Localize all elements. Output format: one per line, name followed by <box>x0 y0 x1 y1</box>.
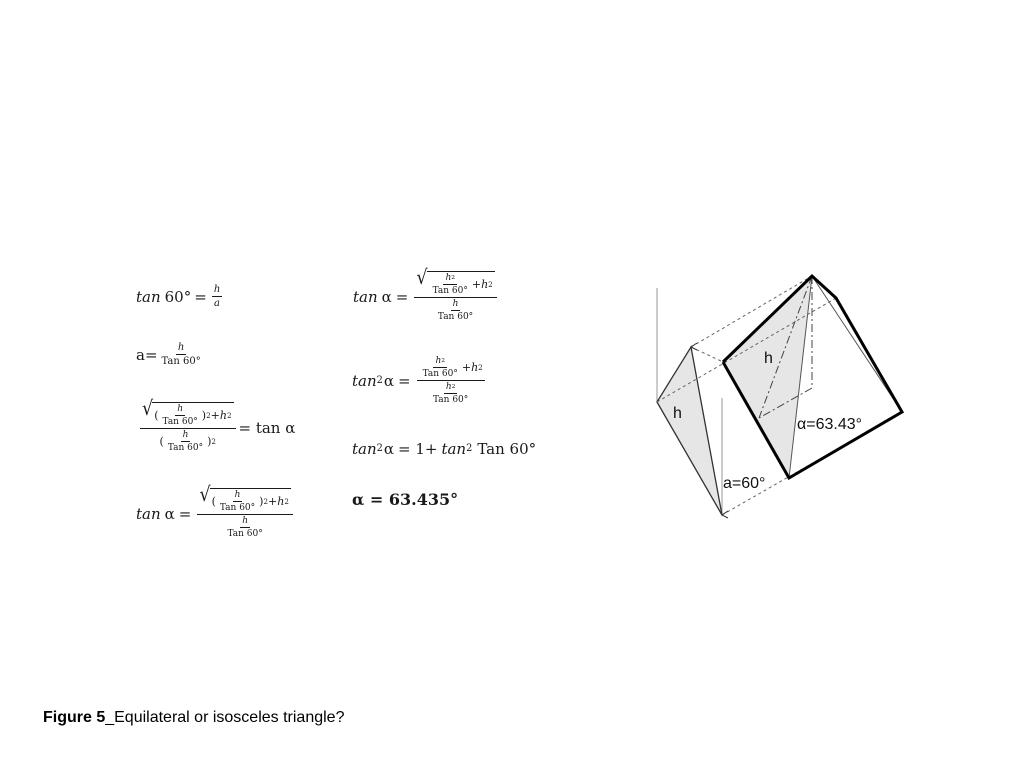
fraction-h-over-a: $\frac{h}{a}$ <box>213 284 221 309</box>
caption-figure-number: Figure 5 <box>43 709 106 726</box>
label-a: a=60° <box>723 475 766 492</box>
tan-fn: tan <box>136 287 161 306</box>
a-equals: a= <box>136 345 158 364</box>
equals: = <box>194 287 207 306</box>
left-triangle <box>657 347 722 515</box>
fraction-sqrt-over-square: √ ( $\frac{h}{\text{Tan 60°}}$ ) 2 + h 2 ( $\frac{h}{\text{Tan 60°}}$ ) 2 <box>140 402 236 453</box>
triangle-geometry-diagram <box>640 260 920 530</box>
equation-tan-alpha-definition <box>138 397 296 453</box>
tan-arg: 60° <box>164 287 192 306</box>
equation-tan60 <box>136 284 224 309</box>
fraction-sqrt-over-h-tan60: √ ( $\frac{h}{\text{Tan 60°}}$ ) 2 + h 2 $\frac{h}{\text{Tan 60°}}$ <box>197 488 293 539</box>
figure-caption <box>43 709 344 727</box>
equals-tan-alpha: = tan α <box>238 418 296 437</box>
equation-tan-alpha-simplified: tan α = √ h 2 Tan 60° + h 2 $\frac{h}{\text{Tan 60°}}$ <box>353 271 499 322</box>
equation-a <box>136 342 205 367</box>
label-h-left: h <box>673 405 682 422</box>
fraction-h-over-tan60: $\frac{h}{\text{Tan 60°}}$ <box>161 342 201 367</box>
label-h-right: h <box>764 350 773 367</box>
tick-bottom <box>722 511 728 518</box>
equation-tan-squared-identity: tan 2 α = 1+ tan 2 Tan 60° <box>352 440 537 458</box>
right-shaded-triangle <box>723 276 812 478</box>
square-root: √ ( $\frac{h}{\text{Tan 60°}}$ ) 2 + h 2 <box>142 397 232 427</box>
label-alpha: α=63.43° <box>797 416 863 433</box>
equation-tan-alpha-expanded: tan α = √ ( $\frac{h}{\text{Tan 60°}}$ ) 2 + h 2 $\frac{h}{\text{Tan 60°}}$ <box>136 488 295 539</box>
result-alpha: α = 63.435° <box>352 490 459 509</box>
equation-tan-squared-alpha: tan 2 α = h 2 Tan 60° + h 2 h 2 Tan 60° <box>352 356 483 405</box>
caption-text: _Equilateral or isosceles triangle? <box>105 709 345 726</box>
